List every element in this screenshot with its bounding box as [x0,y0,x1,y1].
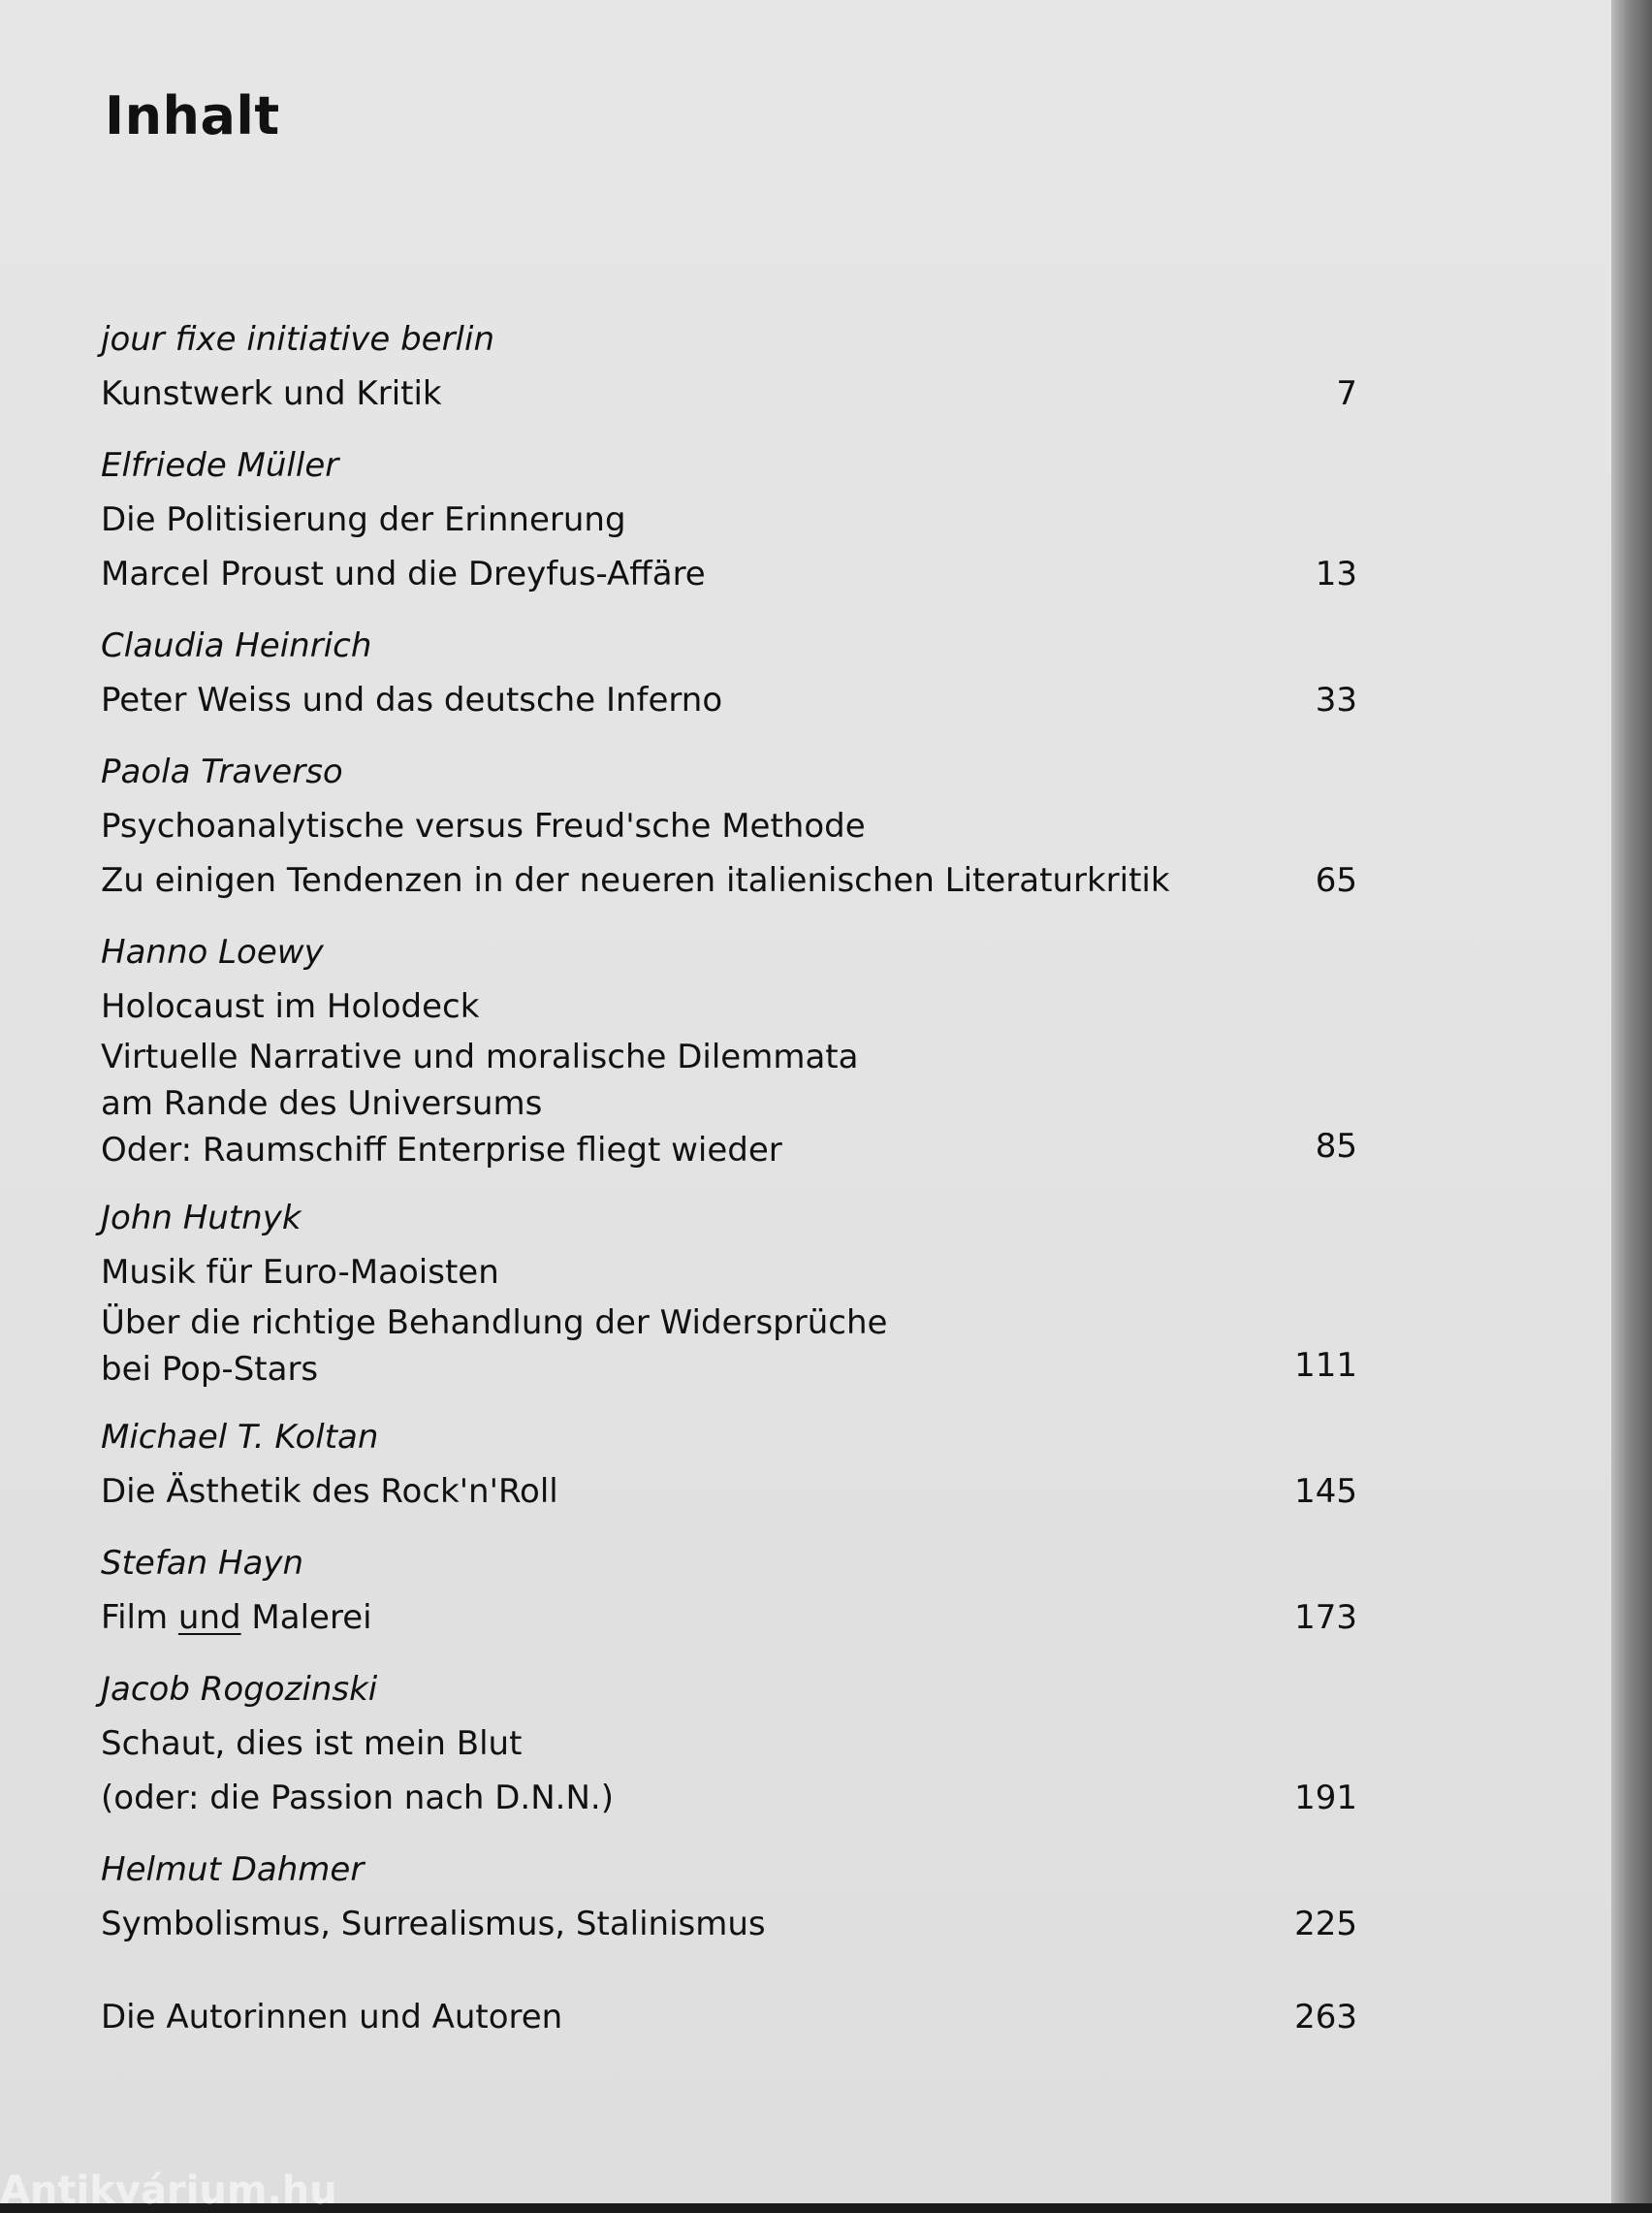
entry-page-number: 111 [1294,1346,1357,1385]
entry-page-number: 65 [1315,861,1357,900]
entry-page-number: 145 [1294,1472,1357,1511]
entry-title: Kunstwerk und Kritik [101,374,442,413]
entry-title [101,1590,1357,1645]
toc-entry [101,1410,1357,1519]
toc-list [101,312,1357,2062]
entry-title: Holocaust im Holodeck [101,987,480,1026]
entry-page-number: 33 [1315,681,1357,720]
toc-entry [101,312,1357,421]
entry-subtitle: am Rande des Universums [101,1084,543,1123]
entry-page-number: 85 [1315,1127,1357,1166]
entry-title: Schaut, dies ist mein Blut [101,1724,523,1763]
entry-author: Helmut Dahmer [101,1850,365,1889]
page-title: Inhalt [105,85,280,146]
entry-title: Die Politisierung der Erinnerung [101,500,626,539]
toc-entry [101,745,1357,908]
entry-author: Hanno Loewy [101,933,324,972]
toc-entry [101,1191,1357,1393]
book-spine-edge [1611,0,1652,2203]
toc-entry [101,1536,1357,1645]
entry-page-number: 173 [1294,1598,1357,1637]
entry-subtitle: Marcel Proust und die Dreyfus-Affäre [101,555,706,593]
entry-subtitle: Über die richtige Behandlung der Widersprüche [101,1303,888,1342]
entry-page-number: 191 [1294,1779,1357,1817]
entry-author: Claudia Heinrich [101,626,372,665]
toc-entry [101,925,1357,1173]
entry-title-part: Malerei [251,1598,372,1637]
entry-author: Paola Traverso [101,753,343,791]
toc-entry [101,1843,1357,1951]
entry-author: Jacob Rogozinski [101,1670,378,1709]
entry-author: John Hutnyk [101,1199,302,1237]
toc-entry [101,438,1357,601]
entry-subtitle: Oder: Raumschiff Enterprise fliegt wieder [101,1131,782,1170]
entry-page-number: 13 [1315,555,1357,593]
entry-author: Michael T. Koltan [101,1418,379,1457]
entry-page-number: 225 [1294,1905,1357,1943]
entry-subtitle: bei Pop-Stars [101,1350,319,1389]
entry-title: Die Autorinnen und Autoren [101,1998,563,2037]
toc-entry [101,619,1357,727]
entry-title: Peter Weiss und das deutsche Inferno [101,681,723,720]
entry-title: Die Ästhetik des Rock'n'Roll [101,1472,558,1511]
entry-page-number: 7 [1336,374,1357,413]
entry-subtitle: Zu einigen Tendenzen in der neueren italienischen Literaturkritik [101,861,1170,900]
entry-title: Psychoanalytische versus Freud'sche Methode [101,807,866,846]
entry-page-number: 263 [1294,1998,1357,2037]
toc-entry-closing [101,1990,1357,2044]
entry-title: Musik für Euro-Maoisten [101,1253,499,1292]
entry-author: Stefan Hayn [101,1544,304,1583]
entry-subtitle: (oder: die Passion nach D.N.N.) [101,1779,614,1817]
entry-author: Elfriede Müller [101,446,339,485]
toc-entry [101,1662,1357,1825]
entry-title-part: Film [101,1598,169,1637]
entry-title-underlined-word: und [177,1598,241,1637]
watermark: Antikvárium.hu [0,2168,337,2213]
entry-author: jour fixe initiative berlin [101,320,494,359]
entry-subtitle: Virtuelle Narrative und moralische Dilemmata [101,1038,859,1076]
entry-title: Symbolismus, Surrealismus, Stalinismus [101,1905,766,1943]
